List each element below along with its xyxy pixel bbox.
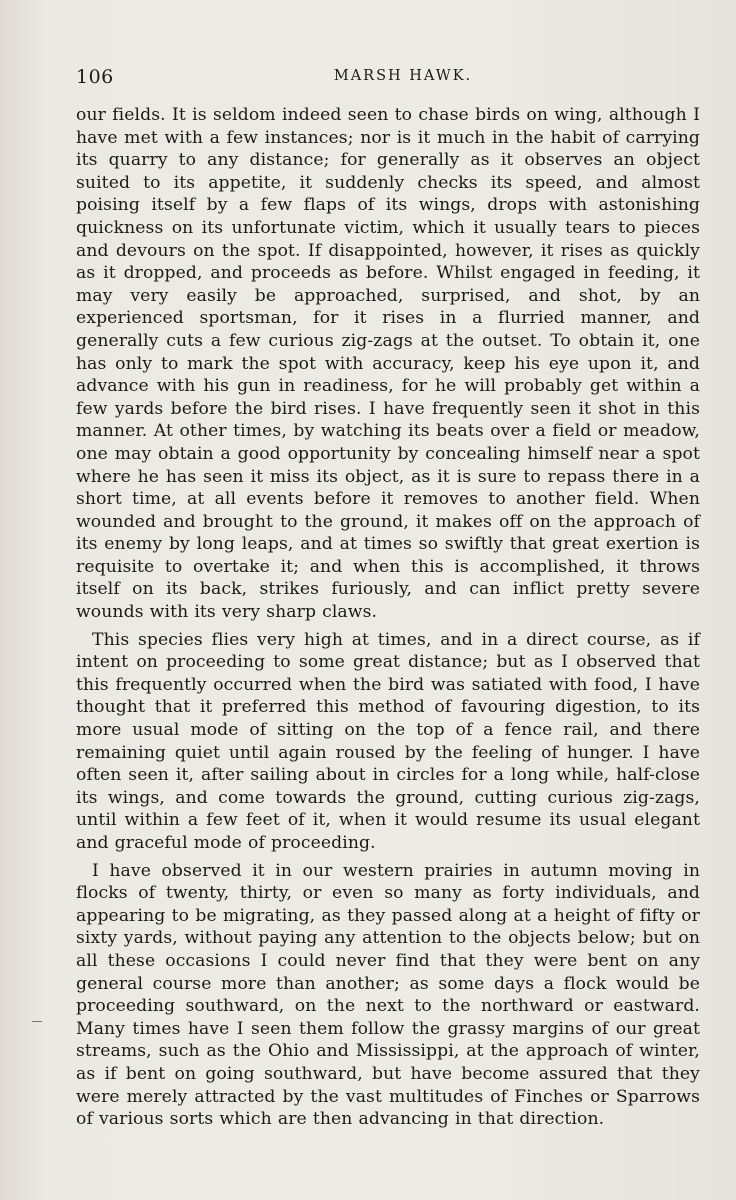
paragraph-1: our fields. It is seldom indeed seen to chase birds on wing, although I have met with a few instances; nor is it much in the habit of carrying its quarry to any distance; for generally as it observes an object suited to its appetite, it suddenly checks its speed, and almost poising itself by a few flaps of its wings, drops with astonishing quickness on its unfortunate victim, which it usually tears to pieces and devours on the spot. If disappointed, however, it rises as quickly as it dropped, and proceeds as before. Whilst engaged in feeding, it may very easily be approached, surprised, and shot, by an experienced sportsman, for it rises in a flurried manner, and generally cuts a few curious zig-zags at the outset. To obtain it, one has only to mark the spot with accuracy, keep his eye upon it, and advance with his gun in readiness, for he will probably get within a few yards before the bird rises. I have frequently seen it shot in this manner. At other times, by watching its beats over a field or meadow, one may obtain a good opportunity by concealing himself near a spot where he has seen it miss its object, as it is sure to repass there in a short time, at all events before it removes to another field. When wounded and brought to the ground, it makes off on the approach of its enemy by long leaps, and at times so swiftly that great exertion is requisite to overtake it; and when this is accomplished, it throws itself on its back, strikes furiously, and can inflict pretty severe wounds with its very sharp claws. — [76, 105, 700, 623]
margin-mark — [32, 1021, 42, 1022]
body-text — [76, 104, 700, 1131]
paragraph-2: This species flies very high at times, and in a direct course, as if intent on proceeding to some great distance; but as I observed that this frequently occurred when the bird was satiated with food, I have thought that it preferred this method of favouring digestion, to its more usual mode of sitting on the top of a fence rail, and there remaining quiet until again roused by the feeling of hunger. I have often seen it, after sailing about in circles for a long while, half-close its wings, and come towards the ground, cutting curious zig-zags, until within a few feet of it, when it would resume its usual elegant and graceful mode of proceeding. — [76, 629, 700, 853]
page-number: 106 — [76, 66, 114, 88]
running-title: MARSH HAWK. — [333, 68, 473, 84]
paragraph-3: I have observed it in our western prairies in autumn moving in flocks of twenty, thirty, or even so many as forty individuals, and appearing to be migrating, as they passed along at a height of fifty or sixty yards, without paying any attention to the objects below; but on all these occasions I could never find that they were bent on any general course more than another; as some days a flock would be proceeding southward, on the next to the northward or eastward. Many times have I seen them follow the grassy margins of our great streams, such as the Ohio and Mississippi, at the approach of winter, as if bent on going southward, but have become assured that they were merely attracted by the vast multitudes of Finches or Sparrows of various sorts which are then advancing in that direction. — [76, 860, 700, 1130]
page-header — [76, 66, 700, 90]
